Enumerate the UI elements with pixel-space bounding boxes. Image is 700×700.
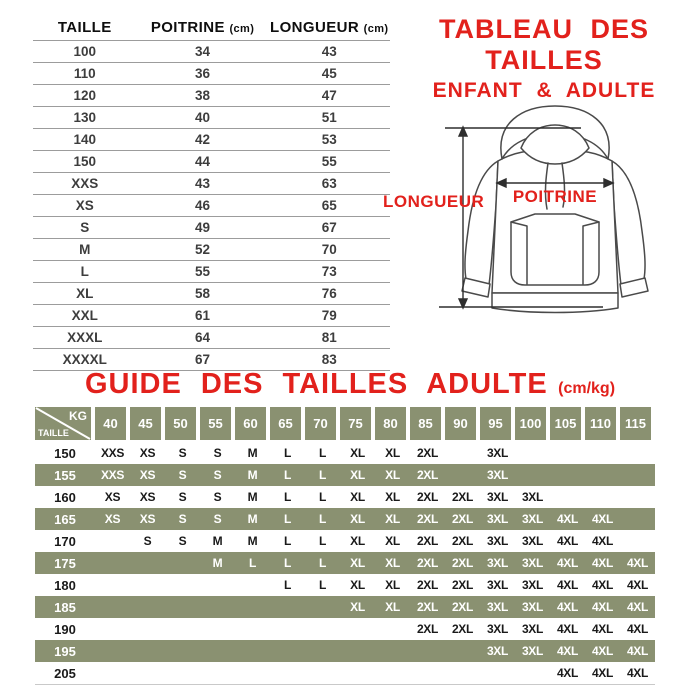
size-cell: XS (139, 490, 156, 504)
size-cell: 4XL (591, 556, 614, 570)
size-cell: XXS (100, 446, 125, 460)
size-table-row (33, 305, 390, 327)
cell-poitrine: 52 (195, 242, 211, 257)
size-cell: XL (385, 512, 400, 526)
matrix-body (35, 442, 655, 685)
adult-guide-unit: (cm/kg) (558, 380, 616, 397)
size-table-row (33, 129, 390, 151)
size-cell: XS (104, 490, 121, 504)
height-label: 205 (54, 665, 76, 681)
size-cell: 3XL (521, 600, 544, 614)
matrix-row (35, 442, 655, 464)
cell-poitrine: 61 (195, 308, 211, 323)
size-table-row (33, 151, 390, 173)
size-cell: 3XL (486, 578, 509, 592)
size-cell: XXS (100, 468, 125, 482)
matrix-row (35, 640, 655, 662)
cell-poitrine: 36 (195, 66, 211, 81)
cell-taille: XXS (71, 176, 99, 191)
height-label: 155 (54, 467, 76, 483)
size-cell: 2XL (416, 600, 439, 614)
size-cell: 4XL (626, 666, 649, 680)
size-cell: L (283, 490, 292, 504)
cell-poitrine: 49 (195, 220, 211, 235)
cell-longueur: 79 (321, 308, 337, 323)
size-cell: L (318, 556, 327, 570)
cell-taille: XXXL (67, 330, 103, 345)
size-table-row (33, 85, 390, 107)
cell-longueur: 83 (321, 352, 337, 367)
kg-column-header: 80 (375, 407, 406, 440)
matrix-row (35, 464, 655, 486)
cell-taille: 130 (73, 110, 97, 125)
height-label: 175 (54, 555, 76, 571)
cell-longueur: 55 (321, 154, 337, 169)
column-header-label: LONGUEUR (270, 18, 360, 36)
column-header-longueur (269, 19, 390, 36)
size-cell: L (283, 446, 292, 460)
kg-column-header: 70 (305, 407, 336, 440)
size-cell: 2XL (416, 556, 439, 570)
size-cell: 4XL (591, 644, 614, 658)
size-cell: 3XL (486, 468, 509, 482)
cell-poitrine: 43 (195, 176, 211, 191)
column-header-poitrine (137, 19, 269, 36)
size-cell: S (178, 446, 187, 460)
height-label: 165 (54, 511, 76, 527)
size-cell: S (213, 512, 222, 526)
size-cell: S (213, 446, 222, 460)
size-cell: 3XL (486, 600, 509, 614)
kg-column-header: 85 (410, 407, 441, 440)
cell-poitrine: 42 (195, 132, 211, 147)
size-cell: XS (139, 446, 156, 460)
size-cell: XL (385, 446, 400, 460)
size-cell: 2XL (416, 490, 439, 504)
kg-column-headers (95, 407, 655, 440)
size-cell: M (212, 556, 223, 570)
size-cell: 4XL (626, 644, 649, 658)
height-label: 185 (54, 599, 76, 615)
size-cell: XL (350, 556, 365, 570)
size-cell: XL (350, 490, 365, 504)
kg-axis-label: KG (69, 409, 87, 423)
cell-poitrine: 34 (195, 44, 211, 59)
size-cell: 3XL (486, 534, 509, 548)
size-cell: 2XL (451, 534, 474, 548)
cell-longueur: 47 (321, 88, 337, 103)
kg-column-header: 40 (95, 407, 126, 440)
size-cell: S (143, 534, 152, 548)
size-table-body (33, 41, 390, 371)
cell-longueur: 70 (321, 242, 337, 257)
size-cell: L (248, 556, 257, 570)
kg-column-header: 95 (480, 407, 511, 440)
size-cell: 3XL (521, 622, 544, 636)
size-cell: L (318, 578, 327, 592)
cell-taille: 150 (73, 154, 97, 169)
column-header-label: POITRINE (150, 18, 225, 36)
kg-column-header: 45 (130, 407, 161, 440)
size-cell: XL (350, 578, 365, 592)
size-cell: 3XL (521, 534, 544, 548)
size-table-row (33, 217, 390, 239)
size-cell: M (247, 468, 258, 482)
size-table-header (33, 14, 390, 41)
size-cell: XS (104, 512, 121, 526)
matrix-row (35, 508, 655, 530)
size-cell: 4XL (626, 622, 649, 636)
size-cell: 2XL (416, 622, 439, 636)
cell-taille: XS (75, 198, 94, 213)
hoodie-outline (462, 106, 648, 313)
cell-taille: S (80, 220, 90, 235)
size-table-row (33, 283, 390, 305)
page-title-line2: ENFANT & ADULTE (432, 79, 656, 102)
cell-taille: XL (76, 286, 94, 301)
cell-longueur: 76 (321, 286, 337, 301)
height-label: 195 (54, 643, 76, 659)
size-cell: M (247, 512, 258, 526)
size-cell: 2XL (451, 600, 474, 614)
size-cell: XL (385, 556, 400, 570)
size-cell: XS (139, 468, 156, 482)
height-label: 170 (54, 533, 76, 549)
size-cell: XL (385, 468, 400, 482)
cell-longueur: 65 (321, 198, 337, 213)
size-cell: XL (385, 578, 400, 592)
size-cell: 2XL (416, 578, 439, 592)
matrix-row (35, 530, 655, 552)
size-cell: 2XL (416, 512, 439, 526)
page-title (388, 14, 700, 103)
size-cell: 3XL (486, 446, 509, 460)
cell-poitrine: 38 (195, 88, 211, 103)
size-cell: M (212, 534, 223, 548)
size-cell: XL (350, 446, 365, 460)
chest-label: POITRINE (512, 187, 598, 206)
kg-column-header: 110 (585, 407, 616, 440)
kg-column-header: 100 (515, 407, 546, 440)
size-cell: XL (385, 490, 400, 504)
page-title-line1: TABLEAU DES TAILLES (438, 14, 649, 75)
size-cell: L (283, 556, 292, 570)
size-cell: 4XL (556, 534, 579, 548)
cell-taille: 120 (73, 88, 97, 103)
size-table-row (33, 41, 390, 63)
kg-column-header: 105 (550, 407, 581, 440)
size-cell: M (247, 490, 258, 504)
column-header-unit: (cm) (229, 22, 255, 35)
cell-taille: 140 (73, 132, 97, 147)
matrix-row (35, 486, 655, 508)
size-cell: M (247, 446, 258, 460)
hoodie-diagram (375, 95, 695, 335)
taille-axis-label: TAILLE (38, 428, 69, 438)
matrix-corner-cell (35, 407, 91, 440)
height-label: 160 (54, 489, 76, 505)
cell-taille: M (79, 242, 91, 257)
size-cell: 4XL (556, 644, 579, 658)
cell-longueur: 81 (321, 330, 337, 345)
size-cell: S (178, 534, 187, 548)
cell-longueur: 51 (321, 110, 337, 125)
size-cell: 2XL (451, 512, 474, 526)
size-cell: 4XL (556, 578, 579, 592)
cell-taille: L (80, 264, 89, 279)
cell-taille: XXXXL (62, 352, 107, 367)
kg-column-header: 115 (620, 407, 651, 440)
length-label: LONGUEUR (383, 192, 485, 211)
size-cell: 4XL (591, 622, 614, 636)
height-label: 190 (54, 621, 76, 637)
size-cell: 4XL (591, 512, 614, 526)
size-cell: 2XL (416, 534, 439, 548)
size-cell: 2XL (451, 578, 474, 592)
size-cell: 2XL (451, 622, 474, 636)
size-cell: 4XL (556, 556, 579, 570)
size-cell: 4XL (556, 622, 579, 636)
size-table-row (33, 261, 390, 283)
cell-longueur: 67 (321, 220, 337, 235)
kg-column-header: 90 (445, 407, 476, 440)
size-cell: 4XL (556, 666, 579, 680)
size-cell: XL (350, 512, 365, 526)
cell-taille: 100 (73, 44, 97, 59)
adult-guide-title-text: GUIDE DES TAILLES ADULTE (84, 368, 548, 400)
cell-poitrine: 55 (195, 264, 211, 279)
matrix-row (35, 552, 655, 574)
size-cell: 3XL (486, 644, 509, 658)
cell-poitrine: 46 (195, 198, 211, 213)
size-cell: L (318, 446, 327, 460)
cell-poitrine: 58 (195, 286, 211, 301)
adult-size-matrix (35, 407, 655, 685)
height-label: 150 (54, 445, 76, 461)
cell-longueur: 43 (321, 44, 337, 59)
size-cell: 4XL (591, 600, 614, 614)
size-cell: 3XL (486, 512, 509, 526)
size-cell: 3XL (486, 556, 509, 570)
size-cell: XS (139, 512, 156, 526)
matrix-row (35, 574, 655, 596)
column-header-unit: (cm) (363, 22, 389, 35)
size-cell: L (283, 534, 292, 548)
matrix-row (35, 596, 655, 618)
kg-column-header: 60 (235, 407, 266, 440)
size-cell: S (213, 490, 222, 504)
size-cell: L (283, 468, 292, 482)
matrix-row (35, 618, 655, 640)
kg-column-header: 50 (165, 407, 196, 440)
size-cell: XL (385, 600, 400, 614)
size-cell: 3XL (521, 490, 544, 504)
size-cell: 3XL (486, 622, 509, 636)
cell-poitrine: 64 (195, 330, 211, 345)
kg-column-header: 75 (340, 407, 371, 440)
size-cell: S (178, 512, 187, 526)
size-cell: 2XL (451, 490, 474, 504)
size-cell: S (213, 468, 222, 482)
cell-taille: 110 (73, 66, 96, 81)
size-cell: 4XL (626, 556, 649, 570)
size-cell: M (247, 534, 258, 548)
size-cell: 4XL (591, 578, 614, 592)
cell-taille: XXL (71, 308, 98, 323)
size-cell: 3XL (486, 490, 509, 504)
size-cell: XL (350, 534, 365, 548)
size-cell: S (178, 468, 187, 482)
cell-longueur: 53 (321, 132, 337, 147)
size-cell: L (318, 512, 327, 526)
size-cell: 2XL (416, 468, 439, 482)
size-cell: XL (350, 600, 365, 614)
size-table-row (33, 107, 390, 129)
size-cell: L (283, 512, 292, 526)
size-cell: 3XL (521, 512, 544, 526)
size-cell: 3XL (521, 578, 544, 592)
cell-poitrine: 67 (195, 352, 211, 367)
size-cell: S (178, 490, 187, 504)
matrix-row (35, 662, 655, 684)
size-cell: 3XL (521, 644, 544, 658)
adult-guide-title (0, 368, 700, 401)
size-cell: L (318, 534, 327, 548)
size-cell: L (283, 578, 292, 592)
column-header-label: TAILLE (57, 18, 112, 36)
cell-longueur: 45 (321, 66, 337, 81)
hoodie-illustration (375, 95, 695, 335)
child-adult-size-table (33, 14, 390, 371)
size-cell: 4XL (591, 666, 614, 680)
matrix-header-row (35, 407, 655, 440)
size-table-row (33, 63, 390, 85)
size-cell: XL (385, 534, 400, 548)
cell-poitrine: 44 (195, 154, 211, 169)
size-cell: 3XL (521, 556, 544, 570)
size-cell: 4XL (626, 578, 649, 592)
height-label: 180 (54, 577, 76, 593)
size-cell: L (318, 490, 327, 504)
size-cell: 2XL (451, 556, 474, 570)
size-cell: XL (350, 468, 365, 482)
kg-column-header: 65 (270, 407, 301, 440)
size-table-row (33, 327, 390, 349)
column-header-taille (33, 19, 137, 36)
cell-poitrine: 40 (195, 110, 211, 125)
size-table-row (33, 239, 390, 261)
size-table-row (33, 195, 390, 217)
cell-longueur: 63 (321, 176, 337, 191)
size-cell: 4XL (626, 600, 649, 614)
cell-longueur: 73 (321, 264, 337, 279)
size-cell: 2XL (416, 446, 439, 460)
size-table-row (33, 173, 390, 195)
size-cell: 4XL (556, 600, 579, 614)
kg-column-header: 55 (200, 407, 231, 440)
size-cell: L (318, 468, 327, 482)
size-cell: 4XL (556, 512, 579, 526)
size-cell: 4XL (591, 534, 614, 548)
